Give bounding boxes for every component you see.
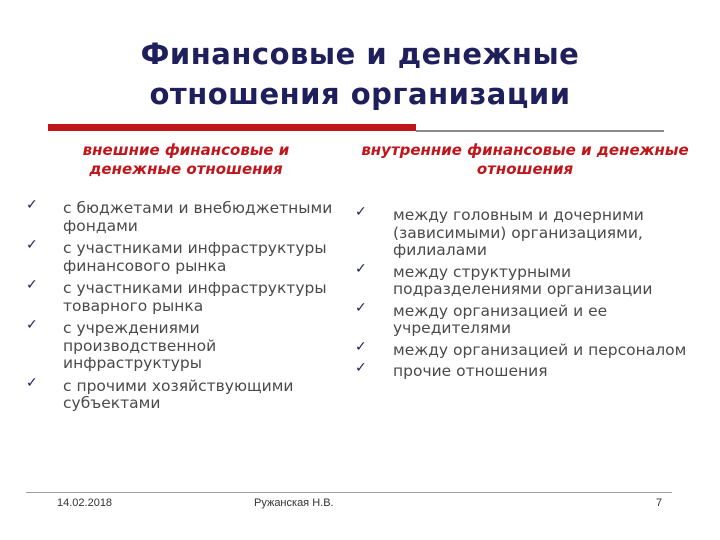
checkmark-icon: ✓ bbox=[355, 260, 367, 277]
checkmark-icon: ✓ bbox=[355, 360, 367, 376]
checkmark-icon: ✓ bbox=[355, 299, 367, 316]
checkmark-icon: ✓ bbox=[26, 197, 38, 213]
page-number: 7 bbox=[656, 497, 663, 509]
list-item bbox=[355, 260, 695, 299]
list-item-text: между структурными подразделениями организации bbox=[393, 262, 653, 298]
checkmark-icon: ✓ bbox=[26, 237, 38, 253]
title-divider-accent bbox=[48, 124, 416, 131]
slide-title bbox=[40, 34, 680, 114]
list-item-text: с прочими хозяйствующими субъектами bbox=[63, 376, 294, 412]
list-item bbox=[26, 237, 346, 275]
list-item-text: прочие отношения bbox=[393, 362, 548, 380]
list-item-text: между организацией и персоналом bbox=[393, 340, 687, 359]
list-item bbox=[26, 374, 346, 413]
list-item bbox=[355, 299, 695, 338]
list-item bbox=[26, 277, 346, 315]
checkmark-icon: ✓ bbox=[355, 204, 367, 220]
list-item-text: с участниками инфраструктуры финансового рынка bbox=[63, 239, 327, 275]
title-divider-gray bbox=[416, 130, 664, 132]
external-relations-list bbox=[26, 197, 346, 418]
footer-divider bbox=[26, 492, 672, 493]
left-column-heading: внешние финансовые и денежные отношения bbox=[82, 141, 290, 178]
list-item-text: между организацией и ее учредителями bbox=[393, 301, 608, 337]
checkmark-icon: ✓ bbox=[26, 317, 38, 333]
title-line-2: отношения организации bbox=[149, 77, 571, 111]
list-item bbox=[355, 338, 695, 360]
list-item bbox=[355, 360, 695, 381]
list-item bbox=[26, 197, 346, 235]
list-item-text: с учреждениями производственной инфраструктуры bbox=[63, 319, 217, 372]
footer-date: 14.02.2018 bbox=[57, 497, 113, 509]
right-column-heading: внутренние финансовые и денежные отношения bbox=[361, 141, 689, 178]
checkmark-icon: ✓ bbox=[26, 374, 38, 391]
footer-author: Ружанская Н.В. bbox=[254, 497, 334, 509]
internal-relations-list bbox=[355, 204, 695, 385]
list-item-text: между головным и дочерними (зависимыми) организациями, филиалами bbox=[393, 206, 644, 259]
checkmark-icon: ✓ bbox=[26, 277, 38, 293]
title-line-1: Финансовые и денежные bbox=[140, 37, 580, 71]
list-item-text: с бюджетами и внебюджетными фондами bbox=[63, 199, 333, 235]
list-item-text: с участниками инфраструктуры товарного рынка bbox=[63, 279, 327, 315]
checkmark-icon: ✓ bbox=[355, 338, 367, 355]
list-item bbox=[26, 317, 346, 373]
list-item bbox=[355, 204, 695, 260]
